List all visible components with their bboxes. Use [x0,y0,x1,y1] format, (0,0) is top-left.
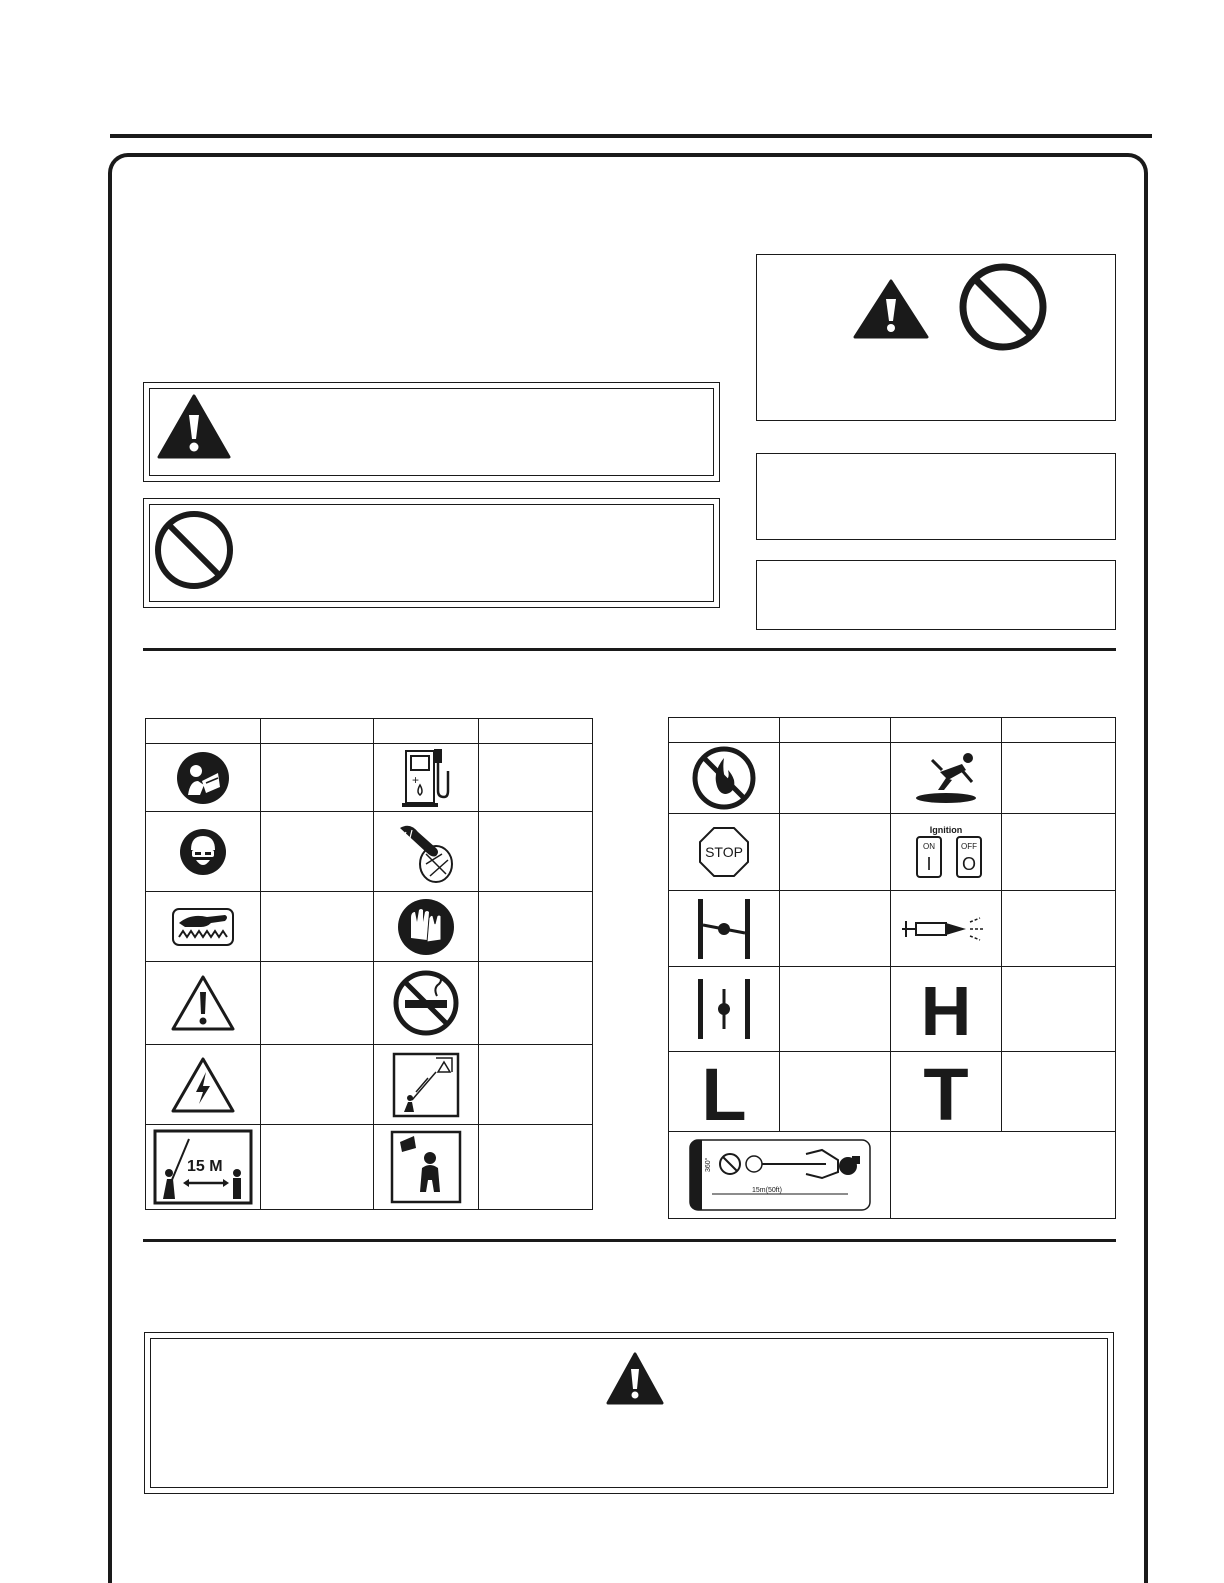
stop-label: STOP [705,844,743,860]
flying-debris-icon [390,1130,462,1204]
ignition-label: Ignition [929,825,963,835]
hand-cut-icon [396,818,456,886]
letter-h-label: H [921,979,971,1039]
table-header-row [669,718,1116,743]
warning-exclamation-icon [170,974,236,1032]
letter-l-label: L [701,1059,747,1124]
letter-h-icon [921,979,971,1039]
fuel-injection-icon [898,914,994,944]
keep-bystanders-away-icon [688,1138,872,1212]
slippery-surface-icon [910,750,982,806]
helmet-goggles-earmuffs-icon [179,828,227,876]
table-row [669,743,1116,814]
symbols-table-right [668,717,1116,1219]
no-smoking-icon [393,970,459,1036]
note-box [756,560,1116,630]
fuel-pump-icon [400,747,452,809]
table-row [669,1052,1116,1132]
ignition-on-label: ON [923,842,935,851]
gloves-icon [397,898,455,956]
letter-l-icon [699,1060,749,1124]
stop-sign-icon [698,826,750,878]
bottom-warning-box [144,1332,1114,1494]
header-rule [110,134,1152,138]
distance-15m-label: 15m(50ft) [751,1187,782,1194]
no-fire-icon [692,746,756,810]
letter-t-label: T [923,1059,969,1124]
section-rule [143,648,1116,651]
table-row [146,1125,593,1210]
warning-triangle-icon [605,1351,665,1407]
ignition-switch-icon [901,823,991,881]
letter-t-icon [921,1060,971,1124]
distance-label: 15 M [187,1158,223,1175]
table-row [146,744,593,812]
read-manual-icon [176,751,230,805]
ignition-off-symbol: O [961,854,977,874]
symbols-table-left [145,718,593,1210]
table-header-row [146,719,593,744]
ignition-on-symbol: I [926,854,932,874]
symbol-legend-box [756,254,1116,421]
svg-text:+: + [412,772,420,787]
prohibited-circle-icon [152,508,236,592]
angle-label: 360° [704,1157,712,1172]
warning-box [143,382,720,482]
table-row [146,1045,593,1125]
table-row [669,891,1116,967]
warning-triangle-icon [156,393,232,461]
table-row [146,962,593,1045]
prohibited-circle-icon [957,261,1049,353]
table-row [669,967,1116,1052]
warning-triangle-icon [853,279,929,339]
table-row [669,1132,1116,1219]
table-row [146,892,593,962]
table-row [669,814,1116,891]
choke-closed-icon [692,897,756,961]
section-rule [143,1239,1116,1242]
electric-shock-icon [170,1056,236,1114]
ignition-off-label: OFF [961,842,977,851]
prohibition-box [143,498,720,608]
table-row [146,812,593,892]
falling-object-icon [392,1052,460,1118]
notice-box [756,453,1116,540]
choke-open-icon [692,977,756,1041]
keep-distance-icon [153,1129,253,1205]
hot-surface-hand-icon [171,907,235,947]
